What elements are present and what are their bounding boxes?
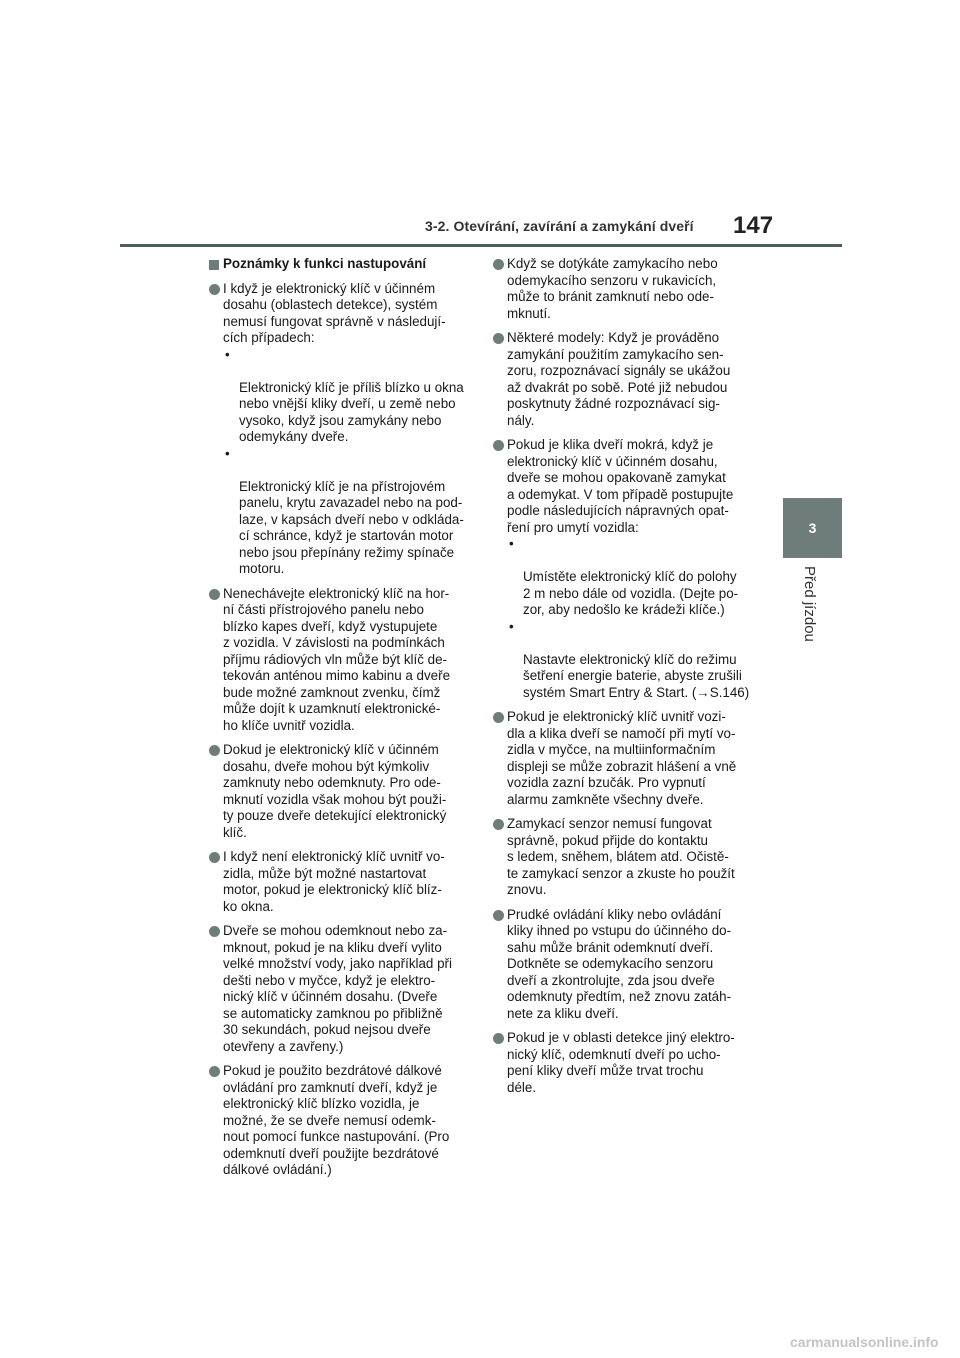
left-column bbox=[207, 256, 467, 1187]
note-text: Prudké ovládání kliky nebo ovládání kliky ihned po vstupu do účinného do- sahu může bránit odemknutí dveří. Dotkněte se odemykacího senzoru dveří a zkontrolujte, zda jsou dveře odemknuty předtím, než znovu zatáh- nete za kliku dveří. bbox=[507, 906, 732, 1021]
note-item bbox=[207, 849, 467, 915]
square-bullet-icon bbox=[209, 260, 219, 270]
sub-item-text: Nastavte elektronický klíč do režimu šetření energie baterie, abyste zrušili systém Smart Entry & Start. ( bbox=[523, 651, 742, 700]
note-text: Pokud je elektronický klíč uvnitř vozi- dla a klika dveří se namočí při mytí vo- zidla v myčce, na multiinformačním displeji se může zobrazit hlášení a vně vozidla zazní bzučák. Pro vypnutí alarmu zamkněte všechny dveře. bbox=[507, 709, 737, 807]
sub-item bbox=[223, 446, 467, 578]
sub-item bbox=[507, 536, 751, 619]
note-text: Nenechávejte elektronický klíč na hor- ní části přístrojového panelu nebo blízko kapes dveří, když vystupujete z vozidla. V závislosti na podmínkách příjmu rádiových vln může být klíč de- tekován anténou mimo kabinu a dveře bude možné zamknout zvenku, čímž může dojít k uzamknutí elektronické- ho klíče uvnitř vozidla. bbox=[223, 585, 451, 733]
page-reference[interactable]: S.146) bbox=[709, 684, 750, 700]
bullet-dot-icon: • bbox=[509, 536, 514, 551]
note-item bbox=[491, 709, 751, 808]
section-heading bbox=[207, 256, 467, 273]
page-number: 147 bbox=[733, 212, 774, 239]
note-item bbox=[207, 281, 467, 578]
bullet-dot-icon: • bbox=[225, 445, 230, 461]
circle-bullet-icon bbox=[209, 284, 220, 295]
note-text: I když není elektronický klíč uvnitř vo- zidla, může být možné nastartovat motor, pokud je elektronický klíč blíz- ko okna. bbox=[223, 849, 445, 914]
note-item bbox=[491, 1030, 751, 1096]
note-text: Dveře se mohou odemknout nebo za- mknout, pokud je na kliku dveří vylito velké množství vody, jako například při dešti nebo v myčce, když je elektro- nický klíč v účinném dosahu. (Dveře se automaticky zamknou po přibližně 30 sekundách, pokud nejsou dveře otevřeny a zavřeny.) bbox=[223, 923, 452, 1054]
note-item bbox=[491, 437, 751, 701]
note-text: Pokud je v oblasti detekce jiný elektro- nický klíč, odemknutí dveří po ucho- pení kliky dveří může trvat trochu déle. bbox=[507, 1030, 735, 1095]
note-item bbox=[207, 923, 467, 1055]
circle-bullet-icon bbox=[493, 910, 504, 921]
note-text: Pokud je použito bezdrátové dálkové ovládání pro zamknutí dveří, když je elektronický klíč blízko vozidla, je možné, že se dveře nemusí odemk- nout pomocí funkce nastupování. (Pro odemknutí dveří použijte bezdrátové dálkové ovládání.) bbox=[223, 1063, 450, 1177]
right-column bbox=[491, 256, 751, 1104]
note-item bbox=[207, 1063, 467, 1179]
sub-item bbox=[223, 347, 467, 446]
note-item bbox=[491, 907, 751, 1023]
note-item bbox=[207, 586, 467, 735]
sub-item-text: Umístěte elektronický klíč do polohy 2 m nebo dále od vozidla. (Dejte po- zor, aby nedošlo ke krádeži klíče.) bbox=[523, 569, 739, 617]
circle-bullet-icon bbox=[493, 712, 504, 723]
circle-bullet-icon bbox=[493, 1033, 504, 1044]
circle-bullet-icon bbox=[493, 333, 504, 344]
chapter-tab: 3 bbox=[783, 498, 842, 558]
sub-item-text: Elektronický klíč je příliš blízko u okna nebo vnější kliky dveří, u země nebo vysoko, když jsou zamykány nebo odemykány dveře. bbox=[239, 379, 464, 444]
circle-bullet-icon bbox=[209, 589, 220, 600]
bullet-dot-icon: • bbox=[509, 618, 514, 634]
arrow-right-icon: → bbox=[696, 684, 710, 700]
note-text: Pokud je klika dveří mokrá, když je elektronický klíč v účinném dosahu, dveře se mohou opakovaně zamykat a odemykat. V tom případě postupujte podle následujících nápravných opat- ření pro umytí vozidla: bbox=[507, 437, 734, 535]
note-text: Některé modely: Když je prováděno zamykání použitím zamykacího sen- zoru, rozpoznávací signály se ukážou až dvakrát po sobě. Poté již nebudou poskytnuty žádné rozpoznávací sig- nály. bbox=[507, 330, 731, 428]
note-item bbox=[491, 330, 751, 429]
circle-bullet-icon bbox=[493, 819, 504, 830]
note-text: Dokud je elektronický klíč v účinném dosahu, dveře mohou být kýmkoliv zamknuty nebo odemknuty. Pro ode- mknutí vozidla však mohou být použi- ty pouze dveře detekující elektronický klíč. bbox=[223, 742, 447, 840]
chapter-label: Před jízdou bbox=[801, 566, 818, 642]
circle-bullet-icon bbox=[209, 745, 220, 756]
note-text: Když se dotýkáte zamykacího nebo odemykacího senzoru v rukavicích, může to bránit zamknutí nebo ode- mknutí. bbox=[507, 256, 718, 321]
sub-item bbox=[507, 619, 751, 702]
bullet-dot-icon: • bbox=[225, 346, 230, 362]
note-text: Zamykací senzor nemusí fungovat správně, pokud přijde do kontaktu s ledem, sněhem, blátem atd. Očistě- te zamykací senzor a zkuste ho použít znovu. bbox=[507, 816, 735, 897]
circle-bullet-icon bbox=[209, 1066, 220, 1077]
note-item bbox=[491, 816, 751, 899]
sub-item-text: Elektronický klíč je na přístrojovém panelu, krytu zavazadel nebo na pod- laze, v kapsách dveří nebo v odkláda- cí schránce, když je startován motor nebo jsou přepínány režimy spínače motoru. bbox=[239, 478, 464, 576]
note-item bbox=[207, 742, 467, 841]
note-item bbox=[491, 256, 751, 322]
header-rule bbox=[120, 244, 842, 247]
section-heading-text: Poznámky k funkci nastupování bbox=[223, 256, 427, 271]
note-text: I když je elektronický klíč v účinném dosahu (oblastech detekce), systém nemusí fungovat správně v následují- cích případech: bbox=[223, 280, 446, 345]
circle-bullet-icon bbox=[209, 852, 220, 863]
circle-bullet-icon bbox=[493, 259, 504, 270]
circle-bullet-icon bbox=[209, 926, 220, 937]
watermark: carmanualsonline.info bbox=[790, 1334, 939, 1350]
section-title: 3-2. Otevírání, zavírání a zamykání dveří bbox=[425, 218, 694, 234]
circle-bullet-icon bbox=[493, 440, 504, 451]
